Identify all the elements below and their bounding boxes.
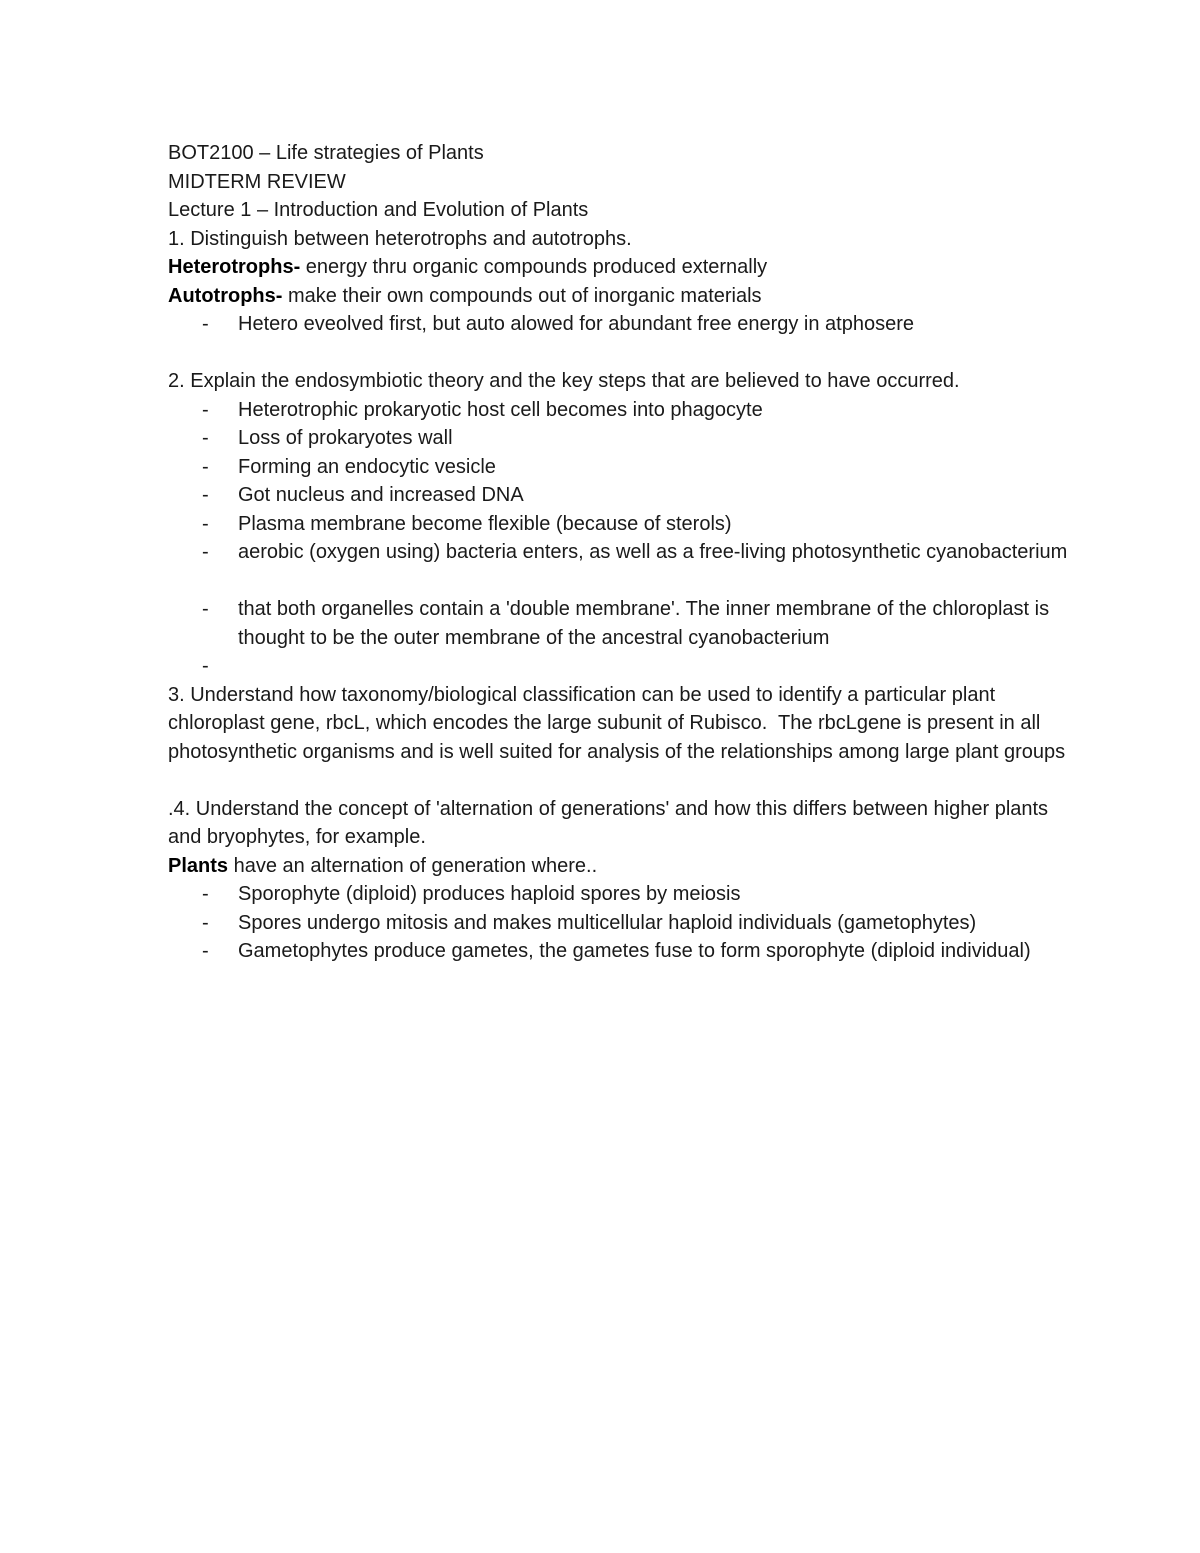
question-2: 2. Explain the endosymbiotic theory and the key steps that are believed to have occurred. [168,370,960,392]
heterotrophs-text: energy thru organic compounds produced externally [300,256,768,278]
list-item: - Got nucleus and increased DNA [168,481,1068,510]
autotrophs-text: make their own compounds out of inorganic materials [282,284,762,307]
plants-text: have an alternation of generation where.. [228,854,598,877]
dash-bullet: - [202,940,209,962]
list-item: - Plasma membrane become flexible (because of sterols) [168,510,1068,539]
list-item [168,652,1068,681]
course-title: BOT2100 – Life strategies of Plants [168,142,484,164]
dash-bullet: - [202,398,209,421]
review-title: MIDTERM REVIEW [168,170,346,193]
list-item: - Forming an endocytic vesicle [168,453,1068,482]
list-item: - that both organelles contain a 'double membrane'. The inner membrane of the chloroplast is thought to be the outer membrane of the ancestral cyanobacterium [168,595,1068,652]
spacer [168,339,1068,368]
list-item: - Loss of prokaryotes wall [168,424,1068,453]
heterotrophs-definition [168,253,1068,282]
question-1: 1. Distinguish between heterotrophs and autotrophs. [168,227,632,250]
heterotrophs-term: Heterotrophs- [168,256,301,278]
lecture-title: Lecture 1 – Introduction and Evolution of Plants [168,199,589,221]
list-item: - Heterotrophic prokaryotic host cell becomes into phagocyte [168,396,1068,425]
autotrophs-term: Autotrophs- [168,284,283,307]
dash-bullet: - [202,655,209,677]
dash-bullet: - [202,313,209,335]
list-item: - Gametophytes produce gametes, the gametes fuse to form sporophyte (diploid individual) [168,937,1068,966]
question-3: 3. Understand how taxonomy/biological classification can be used to identify a particular plant [168,683,996,706]
question-4: .4. Understand the concept of 'alternation of generations' and how this differs between higher plants and bryophytes, for example. [168,797,1054,848]
q1-bullet-list [168,310,1068,339]
spacer [168,766,1068,795]
q2-bullet-list [168,396,1068,567]
dash-bullet: - [202,911,209,934]
list-item: - Spores undergo mitosis and makes multicellular haploid individuals (gametophytes) [168,909,1068,938]
list-item: - Sporophyte (diploid) produces haploid spores by meiosis [168,880,1068,909]
dash-bullet: - [202,512,209,535]
list-item: - Hetero eveolved first, but auto alowed for abundant free energy in atphosere [168,310,1068,339]
plants-definition [168,852,1068,881]
document-page [168,139,1068,966]
dash-bullet: - [202,455,209,478]
dash-bullet: - [202,883,209,905]
q4-bullet-list [168,880,1068,966]
dash-bullet: - [202,484,209,506]
dash-bullet: - [202,427,209,449]
dash-bullet: - [202,541,209,563]
spacer [168,567,1068,596]
plants-term: Plants [168,854,229,877]
autotrophs-definition [168,282,1068,311]
q2-bullet-list-continued [168,595,1068,681]
list-item: - aerobic (oxygen using) bacteria enters, as well as a free-living photosynthetic cyanobacterium [168,538,1068,567]
dash-bullet: - [202,598,209,620]
question-3-answer: chloroplast gene, rbcL, which encodes the large subunit of Rubisco. The rbcLgene is present in all photosynthetic organisms and is well suited for analysis of the relationships among large plant groups [168,712,1066,763]
